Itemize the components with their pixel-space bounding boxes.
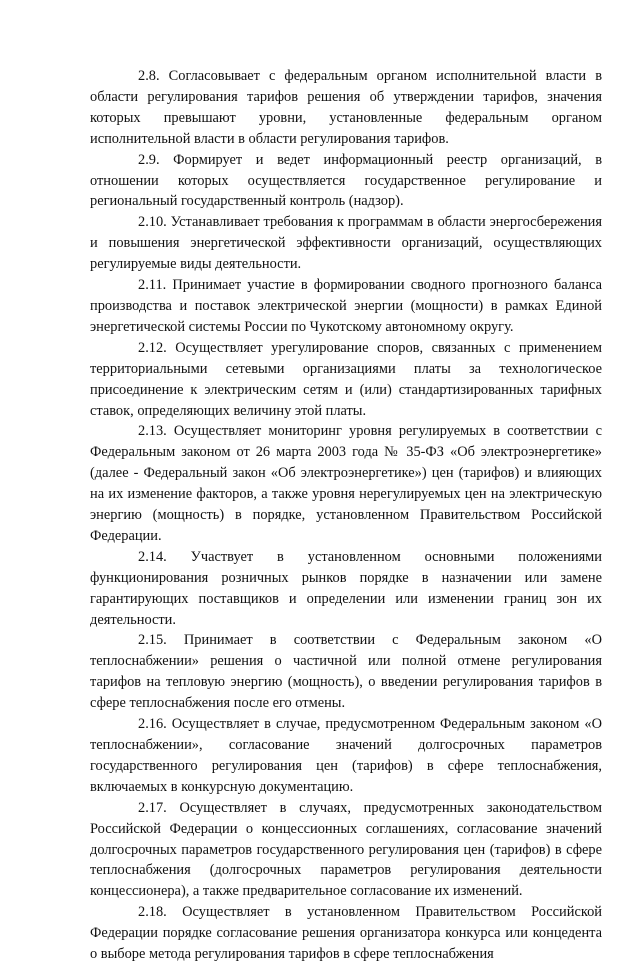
paragraph-2-18: 2.18. Осуществляет в установленном Правительством Российской Федерации порядке согласование решения организатора конкурса или концедента о выборе метода регулирования тарифов в сфере теплоснабжения xyxy=(90,904,602,963)
paragraph-2-8: 2.8. Согласовывает с федеральным органом исполнительной власти в области регулирования тарифов решения об утверждении тарифов, значения которых превышают уровни, установленные федеральным органом исполнительной власти в области регулирования тарифов. xyxy=(90,68,602,147)
paragraph-2-12: 2.12. Осуществляет урегулирование споров, связанных с применением территориальными сетевыми организациями платы за технологическое присоединение к электрическим сетям и (или) стандартизированных тарифных ставок, определяющих величину этой платы. xyxy=(90,339,602,419)
paragraph-2-15: 2.15. Принимает в соответствии с Федеральным законом «О теплоснабжении» решения о частичной или полной отмене регулирования тарифов на тепловую энергию (мощность), о введении регулирования тарифов в сфере теплоснабжения после его отмены. xyxy=(90,632,602,712)
paragraph-2-16: 2.16. Осуществляет в случае, предусмотренном Федеральным законом «О теплоснабжении», согласование значений долгосрочных параметров государственного регулирования цен (тарифов) в сфере теплоснабжения, включаемых в конкурсную документацию. xyxy=(90,716,602,795)
paragraph-2-17: 2.17. Осуществляет в случаях, предусмотренных законодательством Российской Федерации о концессионных соглашениях, согласование значений долгосрочных параметров государственного регулирования цен (тарифов) в сфере теплоснабжения (долгосрочных параметров регулирования деятельности концессионера), а также предварительное согласование их изменений. xyxy=(90,799,602,900)
paragraph-2-14: 2.14. Участвует в установленном основными положениями функционирования розничных рынков порядке в назначении или замене гарантирующих поставщиков и определении или изменении границ зон их деятельности. xyxy=(90,548,602,628)
paragraph-2-11: 2.11. Принимает участие в формировании сводного прогнозного баланса производства и поставок электрической энергии (мощности) в рамках Единой энергетической системы России по Чукотскому автономному округу. xyxy=(90,277,602,335)
paragraph-2-13: 2.13. Осуществляет мониторинг уровня регулируемых в соответствии с Федеральным законом от 26 марта 2003 года № 35-ФЗ «Об электроэнергетике» (далее - Федеральный закон «Об электроэнергетике») цен (тарифов) и влияющих на их изменение факторов, а также уровня нерегулируемых цен на электрическую энергию (мощность) в порядке, установленном Правительством Российской Федерации. xyxy=(90,423,602,544)
document-page xyxy=(90,66,602,965)
paragraph-2-10: 2.10. Устанавливает требования к программам в области энергосбережения и повышения энергетической эффективности организаций, осуществляющих регулируемые виды деятельности. xyxy=(90,214,602,273)
paragraph-2-9: 2.9. Формирует и ведет информационный реестр организаций, в отношении которых осуществляется государственное регулирование и региональный государственный контроль (надзор). xyxy=(90,151,602,210)
